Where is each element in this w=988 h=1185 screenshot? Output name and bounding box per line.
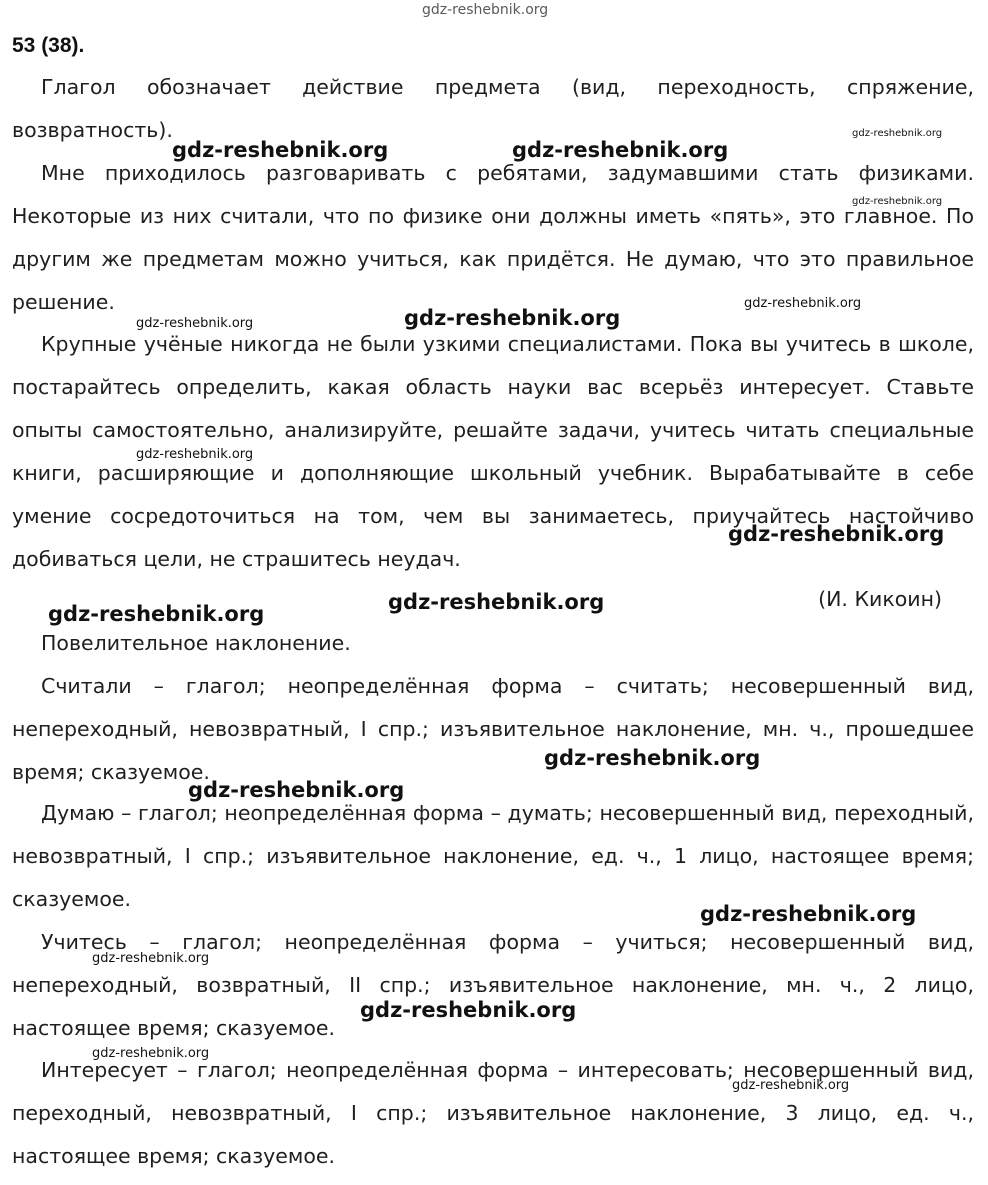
watermark: gdz-reshebnik.org	[92, 951, 210, 966]
watermark: gdz-reshebnik.org	[852, 128, 943, 139]
watermark: gdz-reshebnik.org	[544, 746, 761, 770]
watermark: gdz-reshebnik.org	[360, 998, 577, 1022]
watermark: gdz-reshebnik.org	[92, 1046, 210, 1061]
author-attribution: (И. Кикоин)	[818, 587, 942, 611]
paragraph-text-1: Мне приходилось разговаривать с ребятами, задумавшими стать физиками. Некоторые из них считали, что по физике они должны иметь «пять», это главное. По другим же предметам можно учиться, как придётся. Не думаю, что это правильное решение.	[12, 161, 974, 314]
paragraph-parse-interesuet: Интересует – глагол; неопределённая форма – интересовать; несовершенный вид, переходный, невозвратный, I спр.; изъявительное наклонение, 3 лицо, ед. ч., настоящее время; сказуемое.	[12, 1058, 974, 1168]
watermark: gdz-reshebnik.org	[136, 447, 254, 462]
paragraph-text-2: Крупные учёные никогда не были узкими специалистами. Пока вы учитесь в школе, постарайтесь определить, какая область науки вас всерьёз интересует. Ставьте опыты самостоятельно, анализируйте, решайте задачи, учитесь читать специальные книги, расширяющие и дополняющие школьный учебник. Вырабатывайте в себе умение сосредоточиться на том, чем вы занимаетесь, приучайтесь настойчиво добиваться цели, не страшитесь неудач.	[12, 332, 974, 571]
top-watermark: gdz-reshebnik.org	[422, 2, 549, 18]
watermark: gdz-reshebnik.org	[728, 522, 945, 546]
watermark: gdz-reshebnik.org	[136, 316, 254, 331]
watermark: gdz-reshebnik.org	[48, 602, 265, 626]
watermark: gdz-reshebnik.org	[512, 138, 729, 162]
exercise-number: 53 (38).	[12, 34, 85, 57]
watermark: gdz-reshebnik.org	[188, 778, 405, 802]
watermark: gdz-reshebnik.org	[852, 196, 943, 207]
paragraph-parse-uchites: Учитесь – глагол; неопределённая форма – учиться; несовершенный вид, непереходный, возвратный, II спр.; изъявительное наклонение, мн. ч., 2 лицо, настоящее время; сказуемое.	[12, 930, 974, 1040]
paragraph-parse-dumayu: Думаю – глагол; неопределённая форма – думать; несовершенный вид, переходный, невозвратный, I спр.; изъявительное наклонение, ед. ч., 1 лицо, настоящее время; сказуемое.	[12, 801, 974, 911]
watermark: gdz-reshebnik.org	[744, 296, 862, 311]
paragraph-intro: Глагол обозначает действие предмета (вид, переходность, спряжение, возвратность).	[12, 75, 974, 142]
watermark: gdz-reshebnik.org	[404, 306, 621, 330]
paragraph-mood: Повелительное наклонение.	[41, 631, 351, 655]
watermark: gdz-reshebnik.org	[700, 902, 917, 926]
watermark: gdz-reshebnik.org	[388, 590, 605, 614]
watermark: gdz-reshebnik.org	[172, 138, 389, 162]
watermark: gdz-reshebnik.org	[732, 1078, 850, 1093]
paragraph-parse-schitali: Считали – глагол; неопределённая форма – считать; несовершенный вид, непереходный, невозвратный, I спр.; изъявительное наклонение, мн. ч., прошедшее время; сказуемое.	[12, 674, 974, 784]
